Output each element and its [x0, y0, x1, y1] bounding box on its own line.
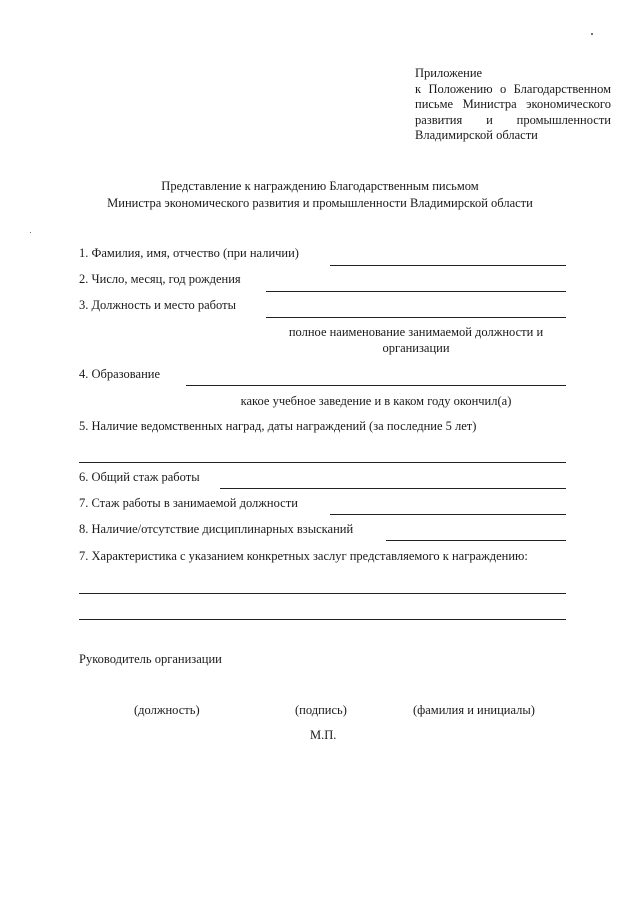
signature-position-label: (должность): [134, 703, 200, 717]
caption-position: [266, 325, 566, 356]
title-line-2: Министра экономического развития и промышленности Владимирской области: [107, 196, 533, 210]
field-line-position[interactable]: [266, 317, 566, 318]
title-line-1: Представление к награждению Благодарственным письмом: [161, 179, 479, 193]
scan-dot-left: [30, 232, 31, 233]
field-label-birthdate: 2. Число, месяц, год рождения: [79, 272, 241, 286]
appendix-header: [415, 66, 611, 144]
field-line-disciplinary[interactable]: [386, 540, 566, 541]
field-line-characteristic-1[interactable]: [79, 593, 566, 594]
field-line-fullname[interactable]: [330, 265, 566, 266]
field-line-birthdate[interactable]: [266, 291, 566, 292]
field-label-characteristic: 7. Характеристика с указанием конкретных заслуг представляемого к награждению:: [79, 549, 528, 563]
document-title: [0, 178, 640, 212]
field-label-disciplinary: 8. Наличие/отсутствие дисциплинарных взысканий: [79, 522, 354, 536]
caption-position-line-1: полное наименование занимаемой должности и: [288, 325, 544, 339]
caption-education: какое учебное заведение и в каком году окончил(а): [240, 394, 512, 408]
appendix-line-1: Приложение: [415, 66, 483, 80]
field-line-education[interactable]: [186, 385, 566, 386]
field-line-characteristic-2[interactable]: [79, 619, 566, 620]
scan-dot: [591, 33, 593, 35]
caption-position-line-2: организации: [382, 340, 450, 355]
field-label-position-experience: 7. Стаж работы в занимаемой должности: [79, 496, 298, 510]
field-label-position: 3. Должность и место работы: [79, 298, 236, 312]
signature-name-label: (фамилия и инициалы): [413, 703, 535, 717]
signature-head: Руководитель организации: [79, 652, 222, 666]
field-line-total-experience[interactable]: [220, 488, 566, 489]
field-line-position-experience[interactable]: [330, 514, 566, 515]
field-label-education: 4. Образование: [79, 367, 161, 381]
stamp-label: М.П.: [310, 728, 337, 742]
signature-sign-label: (подпись): [295, 703, 347, 717]
field-label-awards: 5. Наличие ведомственных наград, даты награждений (за последние 5 лет): [79, 419, 477, 433]
appendix-line-2: к Положению о Благодарственном: [415, 81, 611, 96]
appendix-line-4: развития и промышленности: [415, 112, 611, 127]
field-label-fullname: 1. Фамилия, имя, отчество (при наличии): [79, 246, 299, 260]
appendix-line-3: письме Министра экономического: [415, 97, 611, 111]
appendix-line-5: Владимирской области: [415, 128, 538, 142]
field-label-total-experience: 6. Общий стаж работы: [79, 470, 200, 484]
field-line-awards[interactable]: [79, 462, 566, 463]
